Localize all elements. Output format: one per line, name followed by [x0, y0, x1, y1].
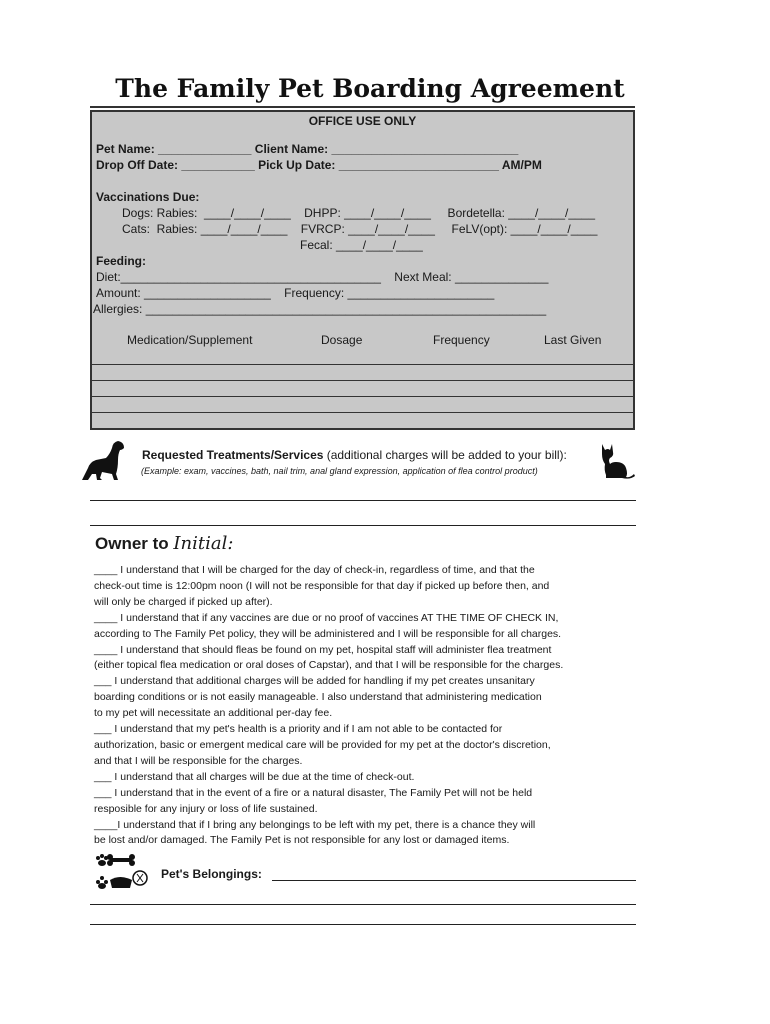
diet-line[interactable]: Diet:_______________________________________ Next Meal: ______________	[96, 270, 549, 284]
term-line: ____ I understand that I will be charged for the day of check-in, regardless of time, and that the	[94, 564, 535, 576]
feeding-heading: Feeding:	[96, 254, 146, 268]
term-line: check-out time is 12:00pm noon (I will not be responsible for that day if picked up before then, and	[94, 579, 550, 592]
belongings-write-line[interactable]	[90, 904, 636, 905]
treatments-example: (Example: exam, vaccines, bath, nail trim, anal gland expression, application of flea control product)	[141, 466, 538, 476]
term-line: be lost and/or damaged. The Family Pet is not responsible for any lost or damaged items.	[94, 834, 510, 847]
term-line: resposible for any injury or loss of life sustained.	[94, 802, 318, 815]
belongings-label: Pet's Belongings:	[161, 867, 262, 881]
med-table-row-line	[92, 364, 633, 365]
term-line: boarding conditions or is not easily manageable. I also understand that administering medication	[94, 691, 542, 704]
term-line: authorization, basic or emergent medical care will be provided for my pet at the doctor's discretion,	[94, 738, 551, 751]
term-line: ____ I understand that should fleas be found on my pet, hospital staff will administer flea treatment	[94, 643, 552, 656]
med-table-row-line	[92, 396, 633, 397]
term-line: according to The Family Pet policy, they will be administered and I will be responsible for all charges.	[94, 627, 562, 640]
med-header-medication: Medication/Supplement	[127, 333, 253, 347]
cat-silhouette-icon	[596, 442, 636, 480]
terms-list	[94, 563, 563, 849]
owner-heading-script: Initial:	[173, 533, 234, 554]
treatments-label-bold: Requested Treatments/Services	[142, 448, 324, 462]
page-title: The Family Pet Boarding Agreement	[115, 74, 625, 103]
med-table-row-line	[92, 380, 633, 381]
dog-silhouette-icon	[80, 438, 126, 482]
belongings-write-line[interactable]	[272, 880, 636, 881]
med-header-last-given: Last Given	[544, 333, 602, 347]
owner-initial-heading	[95, 533, 233, 554]
belongings-write-line[interactable]	[90, 924, 636, 925]
treatments-label-rest: (additional charges will be added to your bill):	[323, 448, 567, 462]
vaccinations-heading: Vaccinations Due:	[96, 190, 200, 204]
pet-client-name-line[interactable]: Pet Name: ______________ Client Name: ____________________________	[96, 142, 519, 156]
term-line: to my pet will necessitate an additional per-day fee.	[94, 707, 333, 720]
treatments-write-line[interactable]	[90, 500, 636, 501]
amount-line[interactable]: Amount: ___________________ Frequency: ______________________	[96, 286, 495, 300]
pet-supplies-icon	[92, 852, 152, 892]
med-header-dosage: Dosage	[321, 333, 363, 347]
fecal-line[interactable]: Fecal: ____/____/____	[300, 238, 423, 252]
allergies-line[interactable]: Allergies: ____________________________________________________________	[93, 302, 547, 316]
term-line: ___ I understand that my pet's health is a priority and if I am not able to be contacted for	[94, 723, 503, 736]
office-box-top-rule	[90, 106, 635, 108]
term-line: will only be charged if picked up after).	[94, 595, 273, 608]
med-table-row-line	[92, 412, 633, 413]
term-line: ___ I understand that in the event of a fire or a natural disaster, The Family Pet will not be held	[94, 786, 533, 799]
treatments-label	[142, 448, 567, 462]
term-line: ____ I understand that if any vaccines are due or no proof of vaccines AT THE TIME OF CHECK IN,	[94, 611, 559, 624]
term-line: ____I understand that if I bring any belongings to be left with my pet, there is a chance they will	[94, 818, 536, 831]
owner-heading-text: Owner to	[95, 534, 174, 553]
term-line: ___ I understand that additional charges will be added for handling if my pet creates unsanitary	[94, 675, 535, 688]
term-line: and that I will be responsible for the charges.	[94, 754, 303, 767]
term-line: (either topical flea medication or oral doses of Capstar), and that I will be responsible for the charges.	[94, 659, 564, 672]
dog-vaccines-line[interactable]: Dogs: Rabies: ____/____/____ DHPP: ____/____/____ Bordetella: ____/____/____	[122, 206, 596, 220]
med-header-frequency: Frequency	[433, 333, 490, 347]
drop-pick-date-line[interactable]: Drop Off Date: ___________ Pick Up Date: ________________________ AM/PM	[96, 158, 542, 172]
office-use-heading: OFFICE USE ONLY	[308, 114, 417, 128]
term-line: ___ I understand that all charges will be due at the time of check-out.	[94, 770, 415, 783]
cat-vaccines-line[interactable]: Cats: Rabies: ____/____/____ FVRCP: ____/____/____ FeLV(opt): ____/____/____	[122, 222, 598, 236]
treatments-write-line[interactable]	[90, 525, 636, 526]
